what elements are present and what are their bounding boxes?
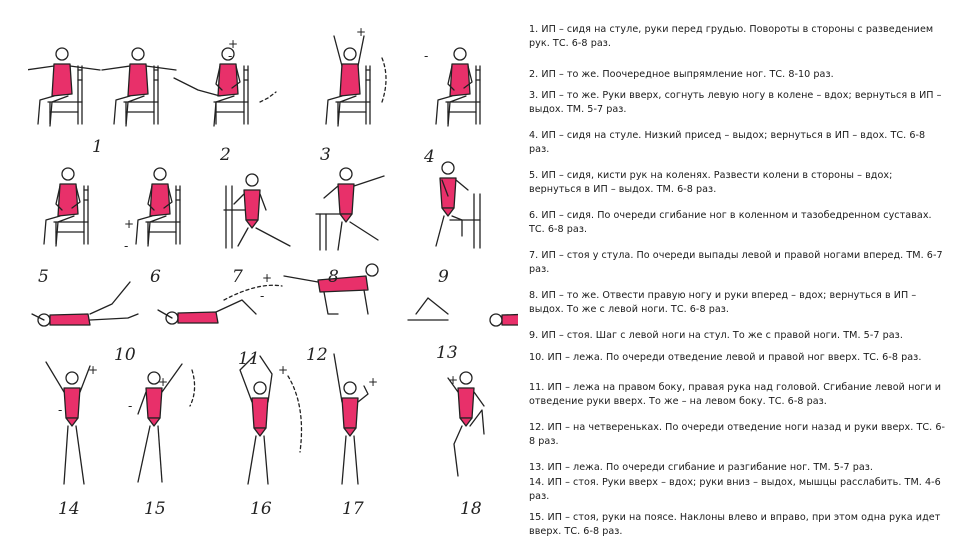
figure-number: 9 [438, 267, 449, 287]
figure-number: 10 [114, 345, 136, 365]
figure-number: 17 [342, 499, 364, 514]
figure-number: 5 [38, 267, 49, 287]
exercise-item: 10. ИП – лежа. По очереди отведение левой и правой ног вверх. ТС. 6-8 раз. [529, 352, 922, 363]
exercise-illustrations [28, 14, 518, 514]
exercise-item: 6. ИП – сидя. По очереди сгибание ног в коленном и тазобедренном суставах. ТС. 6-8 раз. [529, 210, 932, 235]
exercise-item: 7. ИП – стоя у стула. По очереди выпады левой и правой ногами вперед. ТМ. 6-7 раз. [529, 250, 943, 275]
exercise-figure-1 [28, 48, 176, 126]
exercise-figure-18 [448, 372, 484, 476]
exercise-item: 3. ИП – то же. Руки вверх, согнуть левую ногу в колене – вдох; вернуться в ИП – выдох. ТМ. 5-7 раз. [529, 90, 942, 115]
plus-mark: + [124, 217, 135, 231]
plus-mark: + [228, 37, 239, 51]
exercise-figure-6 [136, 168, 180, 246]
figure-number: 14 [58, 499, 80, 514]
figure-number: 1 [92, 137, 103, 157]
minus-mark: - [228, 49, 233, 63]
exercise-item: 11. ИП – лежа на правом боку, правая рука над головой. Сгибание левой ноги и отведение руки вверх. То же – на левом боку. ТС. 6-8 раз. [529, 382, 942, 407]
exercise-item: 5. ИП – сидя, кисти рук на коленях. Развести колени в стороны – вдох; вернуться в ИП – выдох. ТМ. 6-8 раз. [529, 170, 893, 195]
minus-mark: - [128, 399, 133, 413]
plus-mark: + [262, 271, 273, 285]
plus-mark: + [278, 363, 289, 377]
figure-number: 7 [232, 267, 243, 287]
minus-mark: - [260, 289, 265, 303]
plus-mark: + [88, 363, 99, 377]
exercise-figure-14 [46, 362, 90, 484]
exercise-figure-2 [174, 48, 276, 126]
minus-mark: - [58, 403, 63, 417]
exercise-figure-9 [436, 162, 480, 248]
plus-mark: + [448, 373, 459, 387]
exercise-item: 1. ИП – сидя на стуле, руки перед грудью. Повороты в стороны с разведением рук. ТС. 6-8 раз. [529, 24, 934, 49]
exercise-figure-7 [224, 174, 290, 248]
figure-number: 8 [328, 267, 339, 287]
minus-mark: - [424, 49, 429, 63]
figure-number: 2 [220, 145, 231, 165]
exercise-item: 12. ИП – на четвереньках. По очереди отведение ноги назад и руки вверх. ТС. 6-8 раз. [529, 422, 945, 447]
exercise-figure-3 [326, 36, 386, 126]
exercise-figure-4 [436, 48, 480, 126]
exercise-item: 14. ИП – стоя. Руки вверх – вдох; руки вниз – выдох, мышцы расслабить. ТМ. 4-6 раз. [529, 477, 941, 502]
exercise-item: 2. ИП – то же. Поочередное выпрямление ног. ТС. 8-10 раз. [529, 69, 834, 80]
figure-number: 12 [306, 345, 328, 365]
exercise-figure-5 [44, 168, 88, 246]
figure-number: 3 [320, 145, 331, 165]
exercise-figure-17 [334, 354, 368, 484]
exercise-figure-8 [316, 168, 384, 250]
plus-mark: + [158, 375, 169, 389]
exercise-figure-13 [408, 298, 518, 326]
plus-mark: + [368, 375, 379, 389]
figure-number: 18 [460, 499, 482, 514]
exercise-item: 9. ИП – стоя. Шаг с левой ноги на стул. То же с правой ноги. ТМ. 5-7 раз. [529, 330, 903, 341]
figure-number: 4 [424, 147, 435, 167]
exercise-item: 8. ИП – то же. Отвести правую ногу и руки вперед – вдох; вернуться в ИП – выдох. То же с левой ноги. ТС. 6-8 раз. [529, 290, 917, 315]
figure-number: 16 [250, 499, 272, 514]
exercise-figure-16 [240, 356, 302, 484]
exercise-item: 15. ИП – стоя, руки на поясе. Наклоны влево и вправо, при этом одна рука идет вверх. ТС. 6-8 раз. [529, 512, 941, 537]
exercise-figure-10 [32, 282, 138, 326]
figure-number: 11 [238, 349, 260, 369]
minus-mark: - [124, 239, 129, 253]
figure-number: 6 [150, 267, 161, 287]
exercise-item: 4. ИП – сидя на стуле. Низкий присед – выдох; вернуться в ИП – вдох. ТС. 6-8 раз. [529, 130, 926, 155]
exercise-item: 13. ИП – лежа. По очереди сгибание и разгибание ног. ТМ. 5-7 раз. [529, 462, 874, 473]
figure-number: 13 [436, 343, 458, 363]
figure-number: 15 [144, 499, 166, 514]
plus-mark: + [356, 25, 367, 39]
